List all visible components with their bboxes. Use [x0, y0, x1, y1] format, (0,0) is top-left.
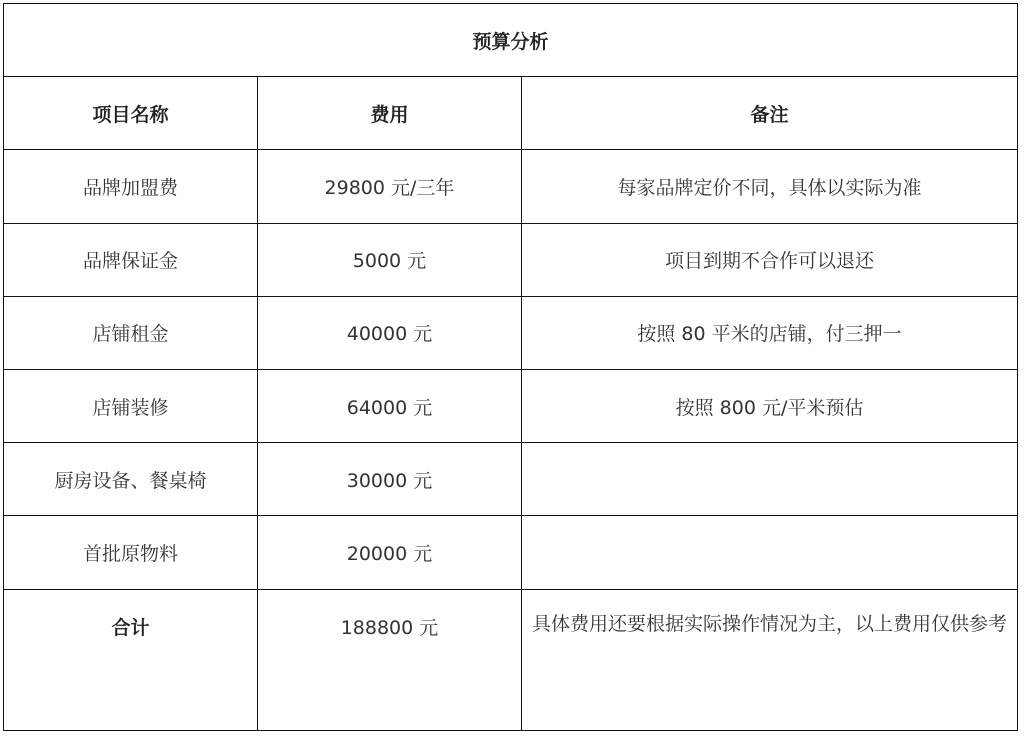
cost-cell: 20000 元 [258, 516, 522, 589]
header-note: 备注 [522, 77, 1018, 150]
table-row [4, 296, 1018, 369]
item-name-cell: 品牌加盟费 [4, 150, 258, 223]
item-name-cell: 品牌保证金 [4, 223, 258, 296]
note-cell: 每家品牌定价不同，具体以实际为准 [522, 150, 1018, 223]
note-cell: 按照 800 元/平米预估 [522, 369, 1018, 442]
note-cell [522, 443, 1018, 516]
header-row [4, 77, 1018, 150]
table-row [4, 369, 1018, 442]
total-note-cell [522, 589, 1018, 731]
table-row [4, 223, 1018, 296]
note-cell [522, 516, 1018, 589]
item-name-cell: 厨房设备、餐桌椅 [4, 443, 258, 516]
cost-cell: 30000 元 [258, 443, 522, 516]
budget-table [3, 3, 1018, 731]
total-cost-cell [258, 589, 522, 731]
cost-cell: 29800 元/三年 [258, 150, 522, 223]
total-row [4, 589, 1018, 731]
title-row [4, 4, 1018, 77]
item-name-cell: 店铺租金 [4, 296, 258, 369]
total-cost: 188800 元 [340, 616, 439, 639]
header-cost: 费用 [258, 77, 522, 150]
total-label: 合计 [111, 616, 150, 639]
cost-cell: 64000 元 [258, 369, 522, 442]
cost-cell: 40000 元 [258, 296, 522, 369]
note-cell: 按照 80 平米的店铺，付三押一 [522, 296, 1018, 369]
item-name-cell: 首批原物料 [4, 516, 258, 589]
table-title: 预算分析 [4, 4, 1018, 77]
total-note: 具体费用还要根据实际操作情况为主，以上费用仅供参考 [531, 612, 1007, 635]
table-row [4, 443, 1018, 516]
cost-cell: 5000 元 [258, 223, 522, 296]
note-cell: 项目到期不合作可以退还 [522, 223, 1018, 296]
item-name-cell: 店铺装修 [4, 369, 258, 442]
table-row [4, 516, 1018, 589]
header-item-name: 项目名称 [4, 77, 258, 150]
table-row [4, 150, 1018, 223]
total-label-cell [4, 589, 258, 731]
